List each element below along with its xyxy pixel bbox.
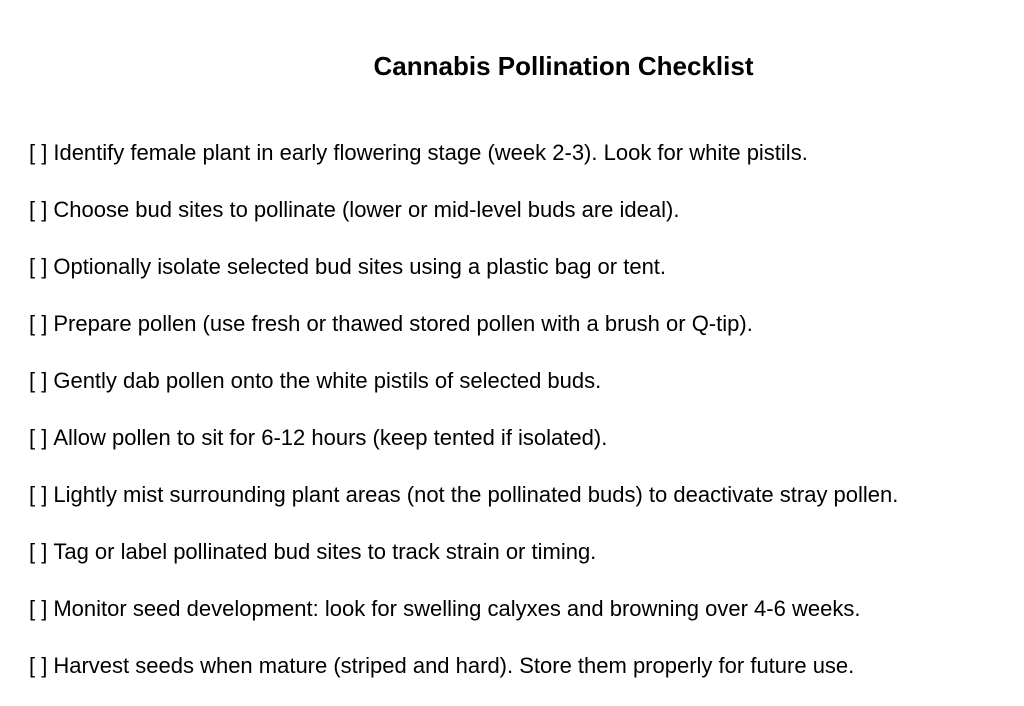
checkbox-glyph: [ ] [29,425,48,450]
checklist-item-text: Lightly mist surrounding plant areas (not the pollinated buds) to deactivate stray pollen. [53,482,899,507]
checklist-item [29,250,898,307]
checklist-item-text: Monitor seed development: look for swelling calyxes and browning over 4-6 weeks. [53,596,861,621]
checklist-item-text: Choose bud sites to pollinate (lower or mid-level buds are ideal). [53,197,680,222]
checklist-item-text: Allow pollen to sit for 6-12 hours (keep tented if isolated). [53,425,608,450]
checklist-item [29,592,898,649]
checkbox-glyph: [ ] [29,482,48,507]
checklist-item-text: Tag or label pollinated bud sites to track strain or timing. [53,539,597,564]
checklist-item-text: Prepare pollen (use fresh or thawed stored pollen with a brush or Q-tip). [53,311,753,336]
page-title: Cannabis Pollination Checklist [373,51,754,81]
checkbox-glyph: [ ] [29,140,48,165]
checkbox-glyph: [ ] [29,197,48,222]
checklist-item [29,307,898,364]
checklist-item [29,364,898,421]
checklist-item-text: Optionally isolate selected bud sites using a plastic bag or tent. [53,254,667,279]
checklist-item [29,535,898,592]
checklist-item [29,478,898,535]
checkbox-glyph: [ ] [29,653,48,678]
checklist-item [29,136,898,193]
checkbox-glyph: [ ] [29,539,48,564]
checkbox-glyph: [ ] [29,311,48,336]
checkbox-glyph: [ ] [29,368,48,393]
checklist [29,136,898,706]
checklist-item [29,649,898,706]
checklist-item-text: Harvest seeds when mature (striped and hard). Store them properly for future use. [53,653,855,678]
checkbox-glyph: [ ] [29,596,48,621]
checklist-item [29,421,898,478]
checklist-item-text: Gently dab pollen onto the white pistils of selected buds. [53,368,602,393]
checklist-item-text: Identify female plant in early flowering stage (week 2-3). Look for white pistils. [53,140,808,165]
checklist-item [29,193,898,250]
checkbox-glyph: [ ] [29,254,48,279]
